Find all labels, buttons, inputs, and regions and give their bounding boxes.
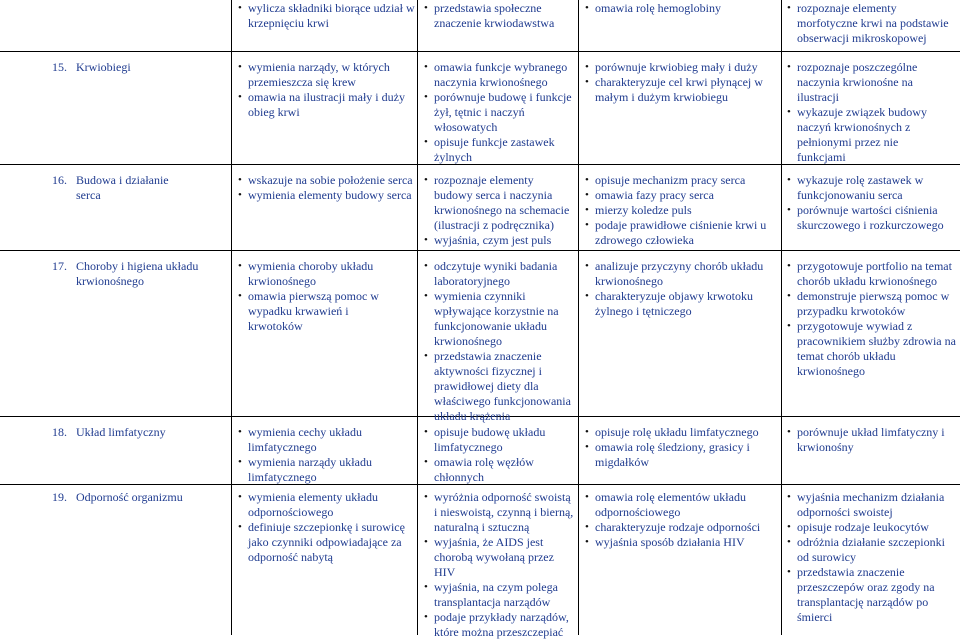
row2-col1 — [238, 173, 414, 203]
row-topic: Choroby i higiena układu krwionośnego — [76, 259, 199, 288]
row4-col4 — [787, 425, 952, 455]
list-item: • analizuje przyczyny chorób układu krwionośnego — [585, 259, 777, 289]
list-item: • wykazuje związek budowy naczyń krwionośnych z pełnionymi przez nie funkcjami — [787, 105, 947, 165]
list-item: • omawia na ilustracji mały i duży obieg krwi — [238, 90, 414, 120]
list-item: • przygotowuje wywiad z pracownikiem służby zdrowia na temat chorób układu krwionośnego — [787, 319, 957, 379]
list-item: • odróżnia działanie szczepionki od surowicy — [787, 535, 952, 565]
list-item: • omawia pierwszą pomoc w wypadku krwawień i krwotoków — [238, 289, 388, 334]
list-item: • wyjaśnia mechanizm działania odporności swoistej — [787, 490, 952, 520]
row4-col2 — [424, 425, 574, 485]
row-topic: Układ limfatyczny — [76, 425, 166, 439]
list-item: • charakteryzuje rodzaje odporności — [585, 520, 777, 535]
row2-col3 — [585, 173, 777, 248]
list-item: • demonstruje pierwszą pomoc w przypadku krwotoków — [787, 289, 957, 319]
list-item: • definiuje szczepionkę i surowicę jako czynniki odpowiadające za odporność nabytą — [238, 520, 406, 565]
row-number: 18. — [52, 425, 67, 439]
list-item: • wyjaśnia, że AIDS jest chorobą wywołaną przez HIV — [424, 535, 576, 580]
list-item: • opisuje rodzaje leukocytów — [787, 520, 952, 535]
row2-topic — [52, 173, 182, 203]
list-item: • podaje prawidłowe ciśnienie krwi u zdrowego człowieka — [585, 218, 777, 248]
row2-col2 — [424, 173, 574, 248]
row3-col2 — [424, 259, 574, 424]
list-item: • podaje przykłady narządów, które można przeszczepiać — [424, 610, 576, 640]
list-item: • rozpoznaje elementy budowy serca i naczynia krwionośnego na schemacie (ilustracji z podręcznika) — [424, 173, 574, 233]
list-item: • rozpoznaje poszczególne naczynia krwionośne na ilustracji — [787, 60, 947, 105]
list-item: • rozpoznaje elementy morfotyczne krwi na podstawie obserwacji mikroskopowej — [787, 1, 957, 46]
row4-col3 — [585, 425, 775, 470]
row1-col4 — [787, 60, 947, 165]
row2-col4 — [787, 173, 957, 233]
list-item: • wymienia narządy, w których przemieszcza się krew — [238, 60, 414, 90]
list-item: • wymienia czynniki wpływające korzystnie na funkcjonowanie układu krwionośnego — [424, 289, 574, 349]
list-item: • wymienia elementy budowy serca — [238, 188, 414, 203]
list-item: • porównuje wartości ciśnienia skurczowego i rozkurczowego — [787, 203, 957, 233]
col-border-2 — [417, 0, 418, 635]
list-item: • omawia funkcje wybranego naczynia krwionośnego — [424, 60, 574, 90]
row5-col2 — [424, 490, 576, 640]
list-item: • odczytuje wyniki badania laboratoryjnego — [424, 259, 574, 289]
row3-col1 — [238, 259, 388, 334]
list-item: • omawia rolę śledziony, grasicy i migdałków — [585, 440, 775, 470]
list-item: • porównuje układ limfatyczny i krwionośny — [787, 425, 952, 455]
row-border-3 — [0, 250, 960, 251]
list-item: • wyjaśnia sposób działania HIV — [585, 535, 777, 550]
col-border-4 — [781, 0, 782, 635]
row3-col4 — [787, 259, 957, 379]
row1-topic — [52, 60, 228, 75]
row-number: 17. — [52, 259, 67, 273]
row-topic: Krwiobiegi — [76, 60, 131, 74]
row5-col1 — [238, 490, 406, 565]
row0-col1 — [238, 1, 418, 31]
list-item: • opisuje budowę układu limfatycznego — [424, 425, 574, 455]
list-item: • wymienia narządy układu limfatycznego — [238, 455, 388, 485]
row-number: 19. — [52, 490, 67, 504]
row0-col3 — [585, 1, 775, 16]
list-item: • przedstawia znaczenie przeszczepów oraz zgody na transplantację narządów po śmierci — [787, 565, 952, 625]
row-border-1 — [0, 51, 960, 52]
list-item: • przedstawia społeczne znaczenie krwiodawstwa — [424, 1, 574, 31]
list-item: • opisuje mechanizm pracy serca — [585, 173, 777, 188]
list-item: • przygotowuje portfolio na temat chorób układu krwionośnego — [787, 259, 957, 289]
col-border-1 — [231, 0, 232, 635]
list-item: • charakteryzuje cel krwi płynącej w małym i dużym krwiobiegu — [585, 75, 773, 105]
list-item: • opisuje rolę układu limfatycznego — [585, 425, 775, 440]
list-item: • charakteryzuje objawy krwotoku żylnego i tętniczego — [585, 289, 777, 319]
row5-topic — [52, 490, 232, 505]
list-item: • mierzy koledze puls — [585, 203, 777, 218]
list-item: • opisuje funkcje zastawek żylnych — [424, 135, 574, 165]
list-item: • porównuje krwiobieg mały i duży — [585, 60, 773, 75]
list-item: • porównuje budowę i funkcje żył, tętnic i naczyń włosowatych — [424, 90, 574, 135]
list-item: • omawia rolę hemoglobiny — [585, 1, 775, 16]
row1-col1 — [238, 60, 414, 120]
list-item: • wymienia cechy układu limfatycznego — [238, 425, 388, 455]
list-item: • wymienia choroby układu krwionośnego — [238, 259, 388, 289]
row0-col2 — [424, 1, 574, 31]
row4-col1 — [238, 425, 388, 485]
list-item: • wylicza składniki biorące udział w krzepnięciu krwi — [238, 1, 418, 31]
row-number: 16. — [52, 173, 67, 187]
list-item: • wykazuje rolę zastawek w funkcjonowaniu serca — [787, 173, 957, 203]
row0-col4 — [787, 1, 957, 46]
col-border-3 — [578, 0, 579, 635]
row-topic: Budowa i działanie serca — [76, 173, 169, 202]
list-item: • wyjaśnia, na czym polega transplantacja narządów — [424, 580, 576, 610]
list-item: • wskazuje na sobie położenie serca — [238, 173, 414, 188]
row1-col3 — [585, 60, 773, 105]
list-item: • omawia rolę węzłów chłonnych — [424, 455, 574, 485]
row-topic: Odporność organizmu — [76, 490, 183, 504]
list-item: • wyróżnia odporność swoistą i nieswoistą, czynną i bierną, naturalną i sztuczną — [424, 490, 576, 535]
row4-topic — [52, 425, 228, 440]
row5-col4 — [787, 490, 952, 625]
list-item: • przedstawia znaczenie aktywności fizycznej i prawidłowej diety dla właściwego funkcjonowania układu krążenia — [424, 349, 574, 424]
row3-col3 — [585, 259, 777, 319]
list-item: • wyjaśnia, czym jest puls — [424, 233, 574, 248]
row-number: 15. — [52, 60, 67, 74]
row1-col2 — [424, 60, 574, 165]
list-item: • wymienia elementy układu odpornościowego — [238, 490, 406, 520]
row3-topic — [52, 259, 228, 289]
list-item: • omawia fazy pracy serca — [585, 188, 777, 203]
row5-col3 — [585, 490, 777, 550]
list-item: • omawia rolę elementów układu odpornościowego — [585, 490, 777, 520]
